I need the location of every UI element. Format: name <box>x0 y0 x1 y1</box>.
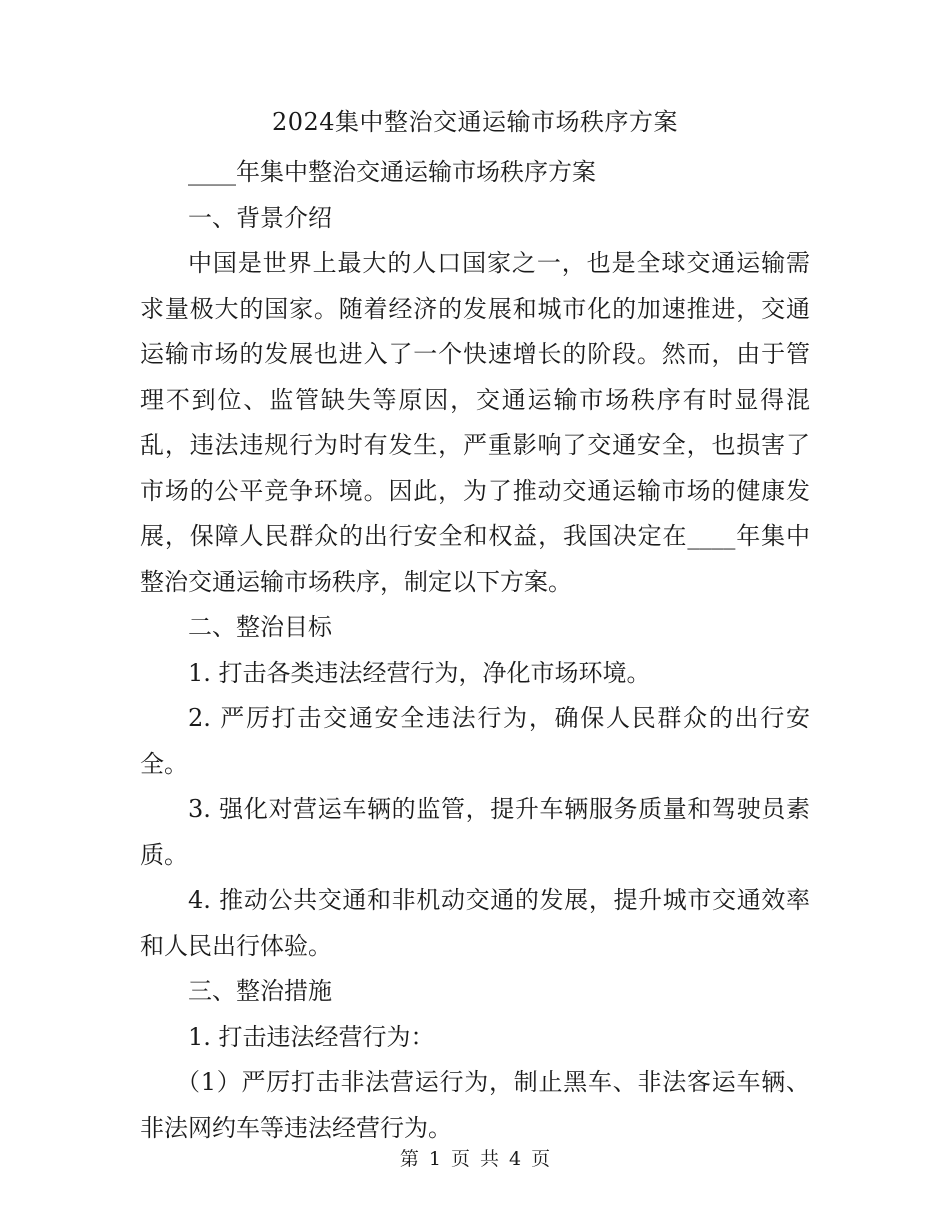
paragraph-background: 中国是世界上最大的人口国家之一，也是全球交通运输需求量极大的国家。随着经济的发展和城市化的加速推进，交通运输市场的发展也进入了一个快速增长的阶段。然而，由于管理不到位、监管缺失等原因，交通运输市场秩序有时显得混乱，违法违规行为时有发生，严重影响了交通安全，也损害了市场的公平竞争环境。因此，为了推动交通运输市场的健康发展，保障人民群众的出行安全和权益，我国决定在____年集中整治交通运输市场秩序，制定以下方案。 <box>140 249 810 596</box>
goal-item-4: 4. 推动公共交通和非机动交通的发展，提升城市交通效率和人民出行体验。 <box>140 886 810 960</box>
document-title: 2024集中整治交通运输市场秩序方案 <box>271 108 679 136</box>
section-heading-background: 一、背景介绍 <box>188 203 332 232</box>
section-heading-goals: 二、整治目标 <box>188 613 332 641</box>
goal-item-2: 2. 严厉打击交通安全违法行为，确保人民群众的出行安全。 <box>140 704 810 778</box>
subtitle-line: ____年集中整治交通运输市场秩序方案 <box>188 158 596 186</box>
goal-item-3: 3. 强化对营运车辆的监管，提升车辆服务质量和驾驶员素质。 <box>140 795 810 869</box>
measure-subitem-1: （1）严厉打击非法营运行为，制止黑车、非法客运车辆、非法网约车等违法经营行为。 <box>140 1068 810 1142</box>
measure-item-1: 1. 打击违法经营行为： <box>188 1022 435 1051</box>
document-body <box>140 150 810 1151</box>
page-number-footer: 第 1 页 共 4 页 <box>399 1148 551 1170</box>
goal-item-1: 1. 打击各类违法经营行为，净化市场环境。 <box>188 658 651 687</box>
section-heading-measures: 三、整治措施 <box>188 977 332 1005</box>
